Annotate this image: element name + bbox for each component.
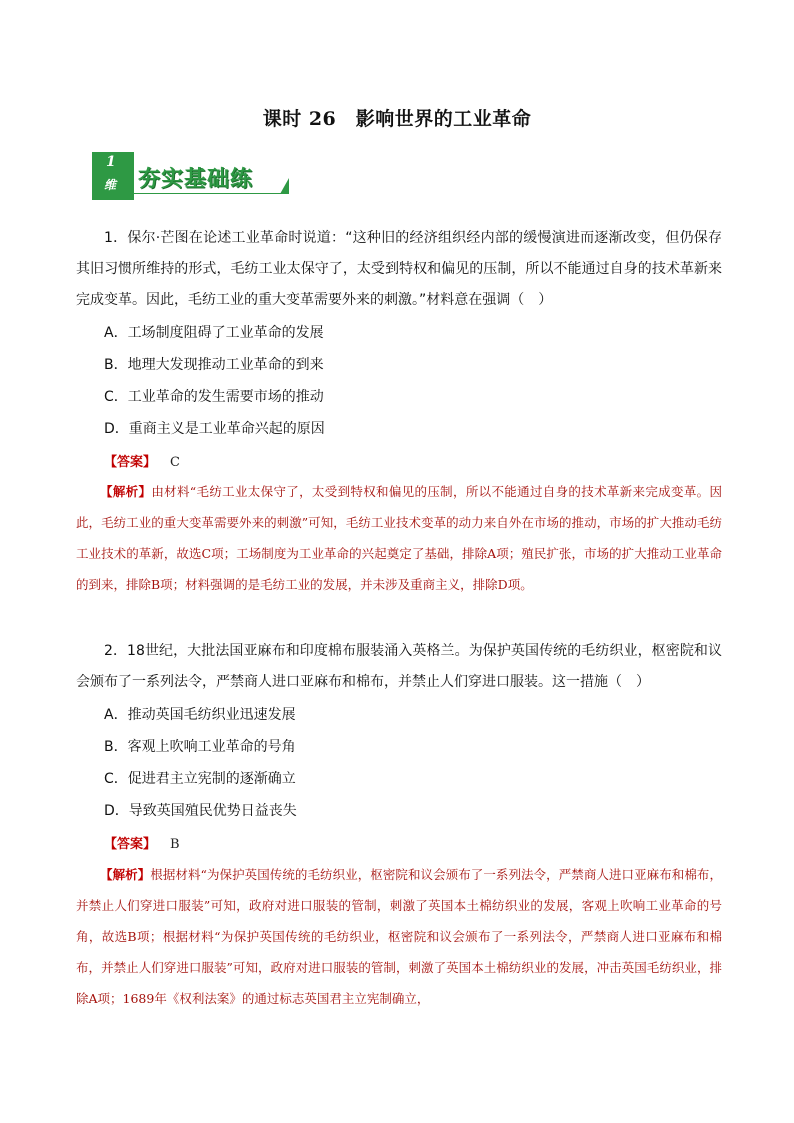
answer-value: C [170, 455, 180, 470]
question-1-option-b: B．地理大发现推动工业革命的到来 [104, 357, 324, 373]
question-1-option-d: D．重商主义是工业革命兴起的原因 [104, 421, 325, 437]
section-title: 夯实基础练 [138, 167, 254, 192]
question-2-option-b: B．客观上吹响工业革命的号角 [104, 739, 296, 755]
question-1-answer [104, 451, 180, 470]
answer-tag: 【答案】 [104, 455, 157, 470]
answer-tag: 【答案】 [104, 837, 157, 852]
badge-number: 1 [106, 154, 116, 170]
question-2-option-c: C．促进君主立宪制的逐渐确立 [104, 771, 296, 787]
analysis-text: 由材料“毛纺工业太保守了，太受到特权和偏见的压制，所以不能通过自身的技术革新来完成变革。因此，毛纺工业的重大变革需要外来的刺激”可知，毛纺工业技术变革的动力来自外在市场的推动，市场的扩大推动毛纺工业技术的革新，故选C项；工场制度为工业革命的兴起奠定了基础，排除A项；殖民扩张，市场的扩大推动工业革命的到来，排除B项；材料强调的是毛纺工业的发展，并未涉及重商主义，排除D项。 [76, 484, 722, 592]
answer-value: B [170, 837, 180, 852]
question-2-stem: 2．18世纪，大批法国亚麻布和印度棉布服装涌入英格兰。为保护英国传统的毛纺织业，枢密院和议会颁布了一系列法令，严禁商人进口亚麻布和棉布，并禁止人们穿进口服装。这一措施（ ） [76, 643, 722, 690]
question-2-answer [104, 833, 180, 852]
question-2-option-d: D．导致英国殖民优势日益丧失 [104, 803, 297, 819]
analysis-tag: 【解析】 [100, 484, 152, 499]
page-title: 课时 26 影响世界的工业革命 [262, 108, 532, 130]
section-badge [92, 152, 134, 200]
question-2-analysis [76, 859, 722, 1014]
banner-corner-decoration [280, 178, 289, 194]
question-1-analysis [76, 476, 722, 600]
question-1-option-c: C．工业革命的发生需要市场的推动 [104, 389, 324, 405]
question-1-stem: 1．保尔·芒图在论述工业革命时说道：“这种旧的经济组织经内部的缓慢演进而逐渐改变，但仍保存其旧习惯所维持的形式，毛纺工业太保守了，太受到特权和偏见的压制，所以不能通过自身的技术革新来完成变革。因此，毛纺工业的重大变革需要外来的刺激。”材料意在强调（ ） [76, 230, 722, 308]
banner-underline [134, 193, 284, 194]
badge-unit: 维 [104, 178, 117, 192]
analysis-tag: 【解析】 [100, 867, 151, 882]
question-2-option-a: A．推动英国毛纺织业迅速发展 [104, 707, 296, 723]
question-1-option-a: A．工场制度阻碍了工业革命的发展 [104, 325, 324, 341]
section-banner [92, 152, 290, 200]
analysis-text: 根据材料“为保护英国传统的毛纺织业，枢密院和议会颁布了一系列法令，严禁商人进口亚麻布和棉布，并禁止人们穿进口服装”可知，政府对进口服装的管制，刺激了英国本土棉纺织业的发展，客观上吹响工业革命的号角，故选B项；根据材料“为保护英国传统的毛纺织业，枢密院和议会颁布了一系列法令，严禁商人进口亚麻布和棉布，并禁止人们穿进口服装”可知，政府对进口服装的管制，刺激了英国本土棉纺织业的发展，冲击英国毛纺织业，排除A项；1689年《权利法案》的通过标志英国君主立宪制确立， [76, 867, 722, 1006]
